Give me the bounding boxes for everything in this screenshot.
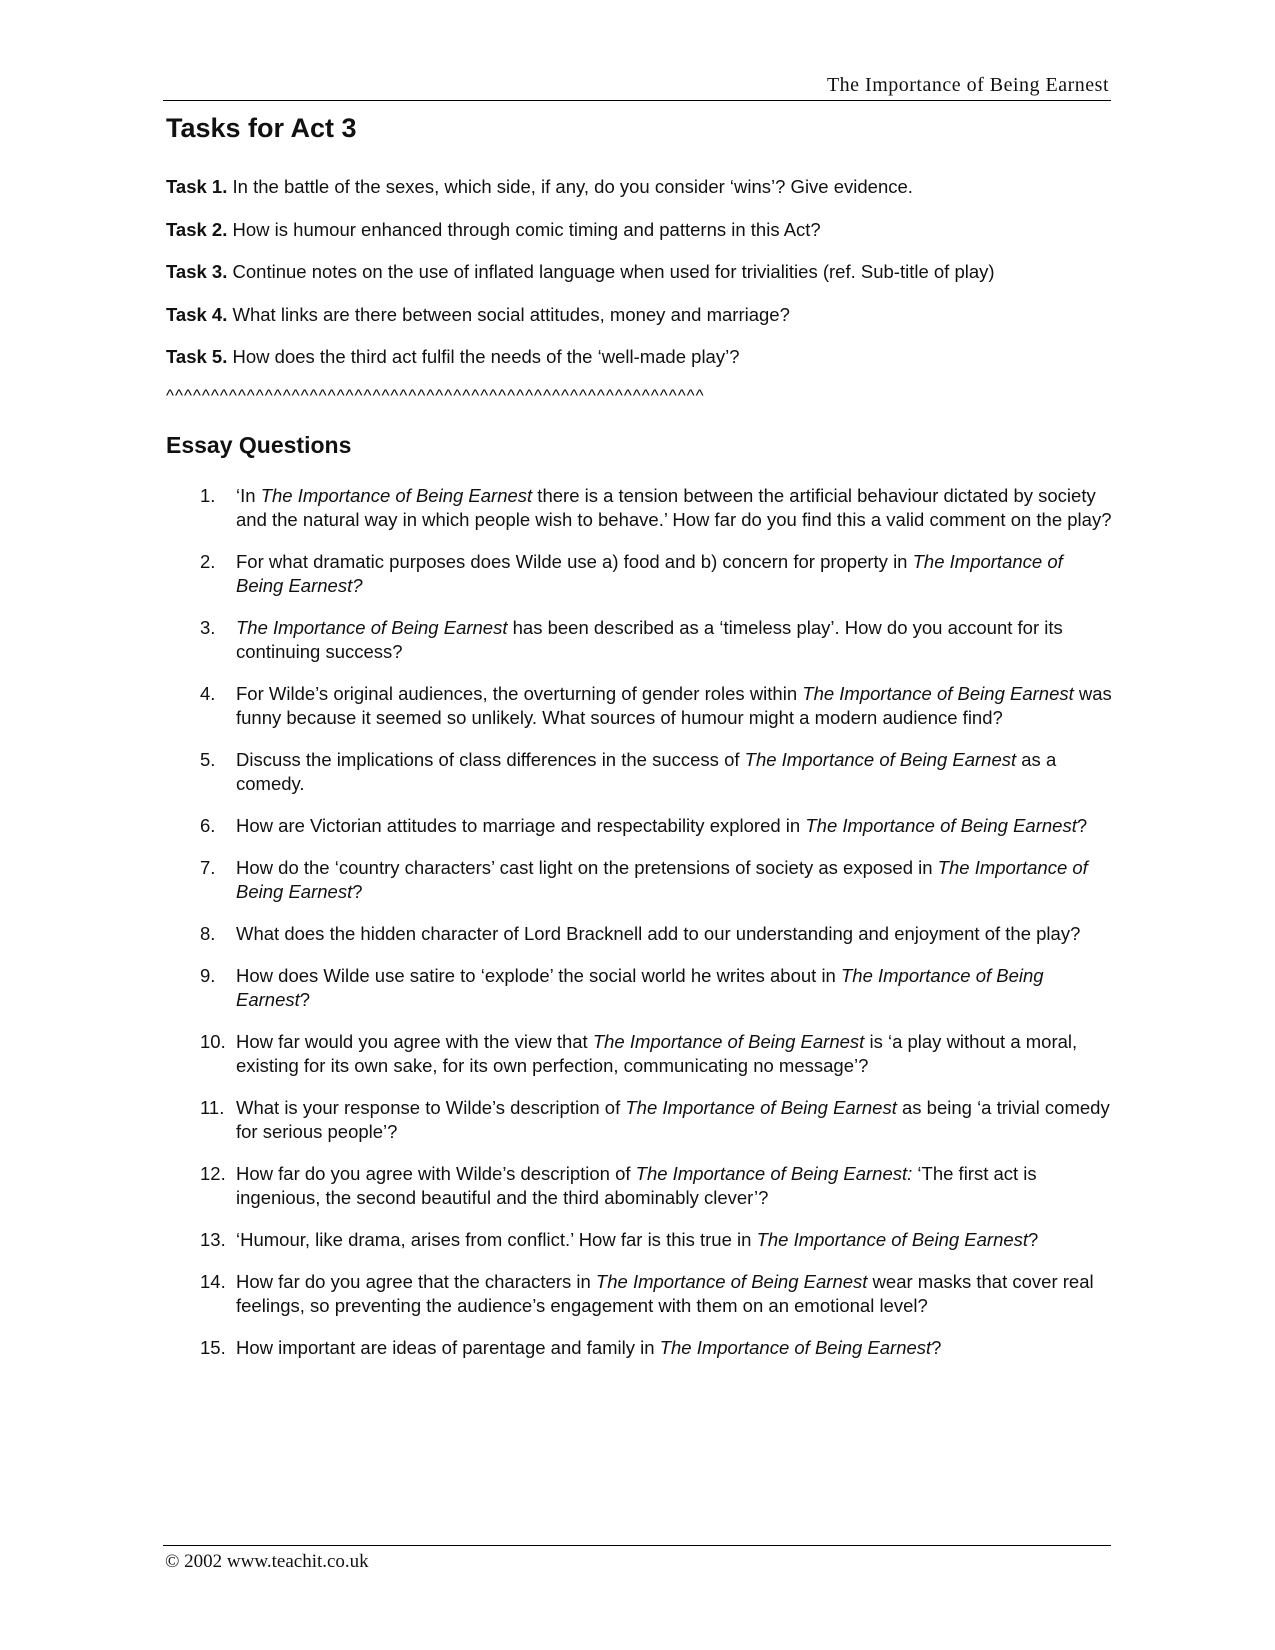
- task-label: Task 5.: [166, 346, 228, 367]
- essay-question: [200, 616, 1112, 664]
- question-number: 7.: [200, 857, 216, 878]
- essay-question: [200, 1228, 1112, 1252]
- play-title: The Importance of Being Earnest: [756, 1229, 1029, 1250]
- question-number: 9.: [200, 965, 216, 986]
- question-number: 1.: [200, 485, 216, 506]
- question-text: How far do you agree with Wilde’s description of: [236, 1163, 636, 1184]
- header-rule: [163, 100, 1111, 101]
- task-text: Continue notes on the use of inflated language when used for trivialities (ref. Sub-title of play): [232, 261, 995, 282]
- task-text: In the battle of the sexes, which side, if any, do you consider ‘wins’? Give evidence.: [232, 176, 913, 197]
- essay-question: [200, 856, 1112, 904]
- page-title: Tasks for Act 3: [166, 113, 357, 143]
- essay-question: [200, 1336, 1112, 1360]
- play-title: The Importance of Being Earnest: [595, 1271, 868, 1292]
- task-text: How does the third act fulfil the needs of the ‘well-made play’?: [232, 346, 740, 367]
- task-item: [166, 344, 1116, 387]
- task-label: Task 2.: [166, 218, 228, 240]
- essay-question: [200, 748, 1112, 796]
- question-number: 4.: [200, 683, 216, 704]
- play-title: The Importance of Being Earnest: [236, 857, 1088, 902]
- question-number: 15.: [200, 1337, 226, 1358]
- question-text: What is your response to Wilde’s description of: [236, 1097, 626, 1118]
- question-text: ?: [299, 989, 311, 1010]
- task-text: How is humour enhanced through comic timing and patterns in this Act?: [232, 218, 821, 240]
- play-title: The Importance of Being Earnest: [805, 815, 1077, 836]
- question-text: How does Wilde use satire to ‘explode’ the social world he writes about in: [236, 965, 841, 986]
- footer-copyright: © 2002 www.teachit.co.uk: [165, 1551, 369, 1572]
- question-text: ?: [931, 1337, 942, 1358]
- play-title: The Importance of Being Earnest?: [236, 551, 1063, 596]
- question-text: How important are ideas of parentage and family in: [236, 1337, 660, 1358]
- essay-question: [200, 964, 1112, 1012]
- question-text: How do the ‘country characters’ cast light on the pretensions of society as exposed in: [236, 857, 938, 878]
- question-text: is ‘a play without a moral, existing for its own sake, for its own perfection, communicating no message’?: [236, 1031, 1078, 1076]
- question-text: For Wilde’s original audiences, the overturning of gender roles within: [236, 683, 803, 704]
- play-title: The Importance of Being Earnest: [659, 1337, 932, 1358]
- question-text: What does the hidden character of Lord Bracknell add to our understanding and enjoyment of the play?: [236, 923, 1081, 944]
- question-number: 8.: [200, 923, 216, 944]
- play-title: The Importance of Being Earnest: [236, 617, 508, 638]
- essay-section-heading: Essay Questions: [166, 432, 352, 458]
- question-text: For what dramatic purposes does Wilde use a) food and b) concern for property in: [236, 551, 913, 572]
- question-text: ?: [1076, 815, 1088, 836]
- question-text: How far do you agree that the characters in: [236, 1271, 596, 1292]
- question-number: 11.: [200, 1097, 225, 1118]
- essay-question: [200, 814, 1112, 838]
- question-text: as being ‘a trivial comedy for serious people’?: [236, 1097, 1110, 1142]
- task-item: [166, 259, 1116, 302]
- essay-question: [200, 682, 1112, 730]
- play-title: The Importance of Being Earnest: [592, 1031, 865, 1052]
- question-number: 3.: [200, 617, 216, 638]
- question-text: How are Victorian attitudes to marriage and respectability explored in: [236, 815, 806, 836]
- question-number: 6.: [200, 815, 216, 836]
- footer-rule: [163, 1545, 1111, 1546]
- task-item: [166, 217, 1116, 260]
- essay-question: [200, 1096, 1112, 1144]
- question-text: ‘In: [236, 485, 261, 506]
- task-item: [166, 302, 1116, 345]
- running-header: The Importance of Being Earnest: [826, 74, 1109, 96]
- question-text: there is a tension between the artificial behaviour dictated by society and the natural way in which people wish to behave.’ How far do you find this a valid comment on the play?: [236, 485, 1112, 530]
- caret-divider: ^^^^^^^^^^^^^^^^^^^^^^^^^^^^^^^^^^^^^^^^^^^^^^^^^^^^^^^^^^^^: [166, 386, 705, 405]
- play-title: The Importance of Being Earnest:: [635, 1163, 913, 1184]
- essay-question: [200, 550, 1112, 598]
- question-text: ‘Humour, like drama, arises from conflict.’ How far is this true in: [236, 1229, 757, 1250]
- question-number: 14.: [200, 1271, 226, 1292]
- question-text: wear masks that cover real feelings, so preventing the audience’s engagement with them on an emotional level?: [236, 1271, 1094, 1316]
- essay-question-list: [200, 484, 1112, 1378]
- question-text: ?: [1028, 1229, 1039, 1250]
- task-item: [166, 174, 1116, 217]
- play-title: The Importance of Being Earnest: [260, 485, 533, 506]
- play-title: The Importance of Being Earnest: [236, 965, 1044, 1010]
- question-number: 12.: [200, 1163, 226, 1184]
- essay-question: [200, 922, 1112, 946]
- task-label: Task 3.: [166, 261, 228, 282]
- question-number: 2.: [200, 551, 216, 572]
- essay-question: [200, 1270, 1112, 1318]
- question-number: 5.: [200, 749, 216, 770]
- question-text: as a comedy.: [236, 749, 1057, 794]
- task-label: Task 4.: [166, 303, 228, 325]
- question-number: 10.: [200, 1031, 226, 1052]
- question-text: ?: [352, 881, 363, 902]
- play-title: The Importance of Being Earnest: [802, 683, 1074, 704]
- question-text: ‘The first act is ingenious, the second beautiful and the third abominably clever’?: [236, 1163, 1037, 1208]
- question-text: How far would you agree with the view that: [236, 1031, 593, 1052]
- play-title: The Importance of Being Earnest: [744, 749, 1017, 770]
- essay-question: [200, 1030, 1112, 1078]
- task-list: [166, 174, 1116, 387]
- essay-question: [200, 484, 1112, 532]
- question-text: Discuss the implications of class differences in the success of: [236, 749, 745, 770]
- play-title: The Importance of Being Earnest: [625, 1097, 897, 1118]
- question-text: has been described as a ‘timeless play’. How do you account for its continuing success?: [236, 617, 1063, 662]
- question-number: 13.: [200, 1229, 226, 1250]
- task-label: Task 1.: [166, 176, 228, 197]
- question-text: was funny because it seemed so unlikely. What sources of humour might a modern audience find?: [236, 683, 1112, 728]
- task-text: What links are there between social attitudes, money and marriage?: [232, 303, 790, 325]
- essay-question: [200, 1162, 1112, 1210]
